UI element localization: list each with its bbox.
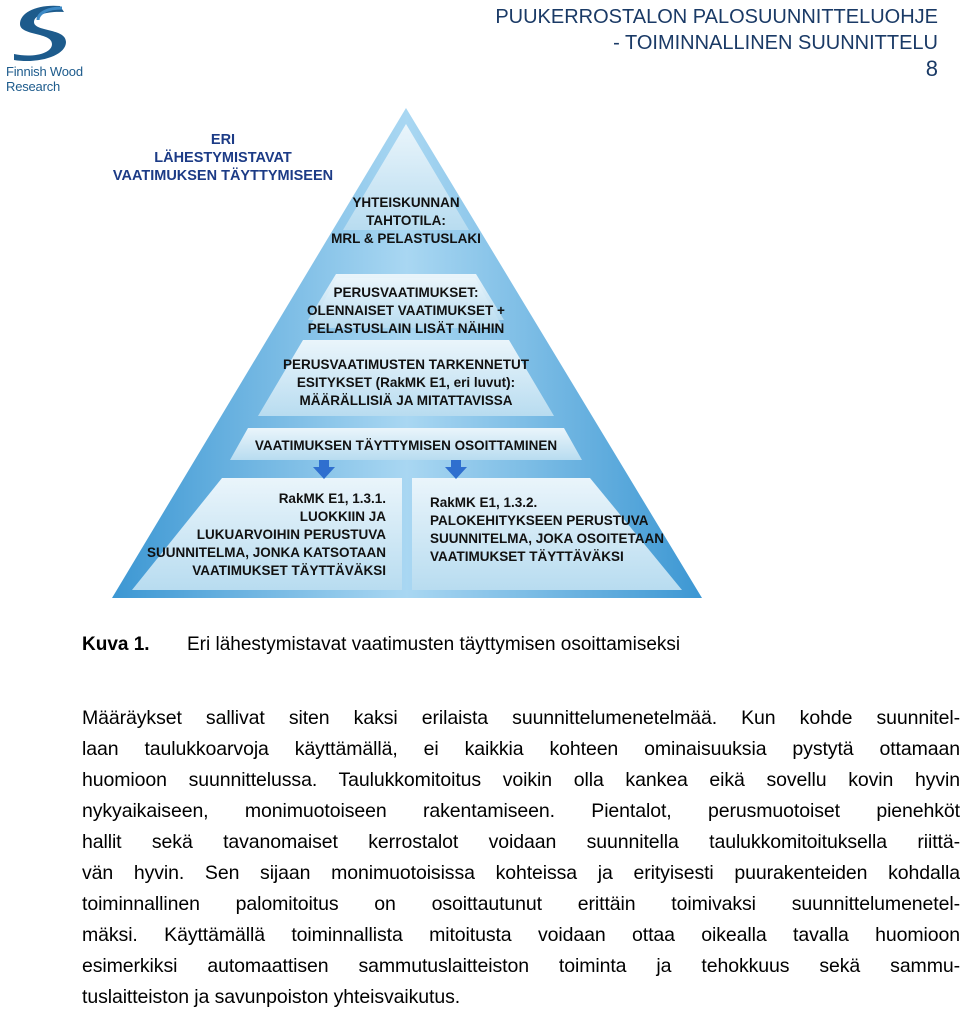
- bottom-left-line: VAATIMUKSET TÄYTTÄVÄKSI: [192, 563, 386, 578]
- level-3-line: MÄÄRÄLLISIÄ JA MITATTAVISSA: [299, 393, 513, 408]
- bottom-left-line: LUOKKIIN JA: [299, 509, 386, 524]
- paragraph-line: toiminnallinen palomitoitus on osoittautunut erittäin toimivaksi suunnittelumenetel-: [82, 893, 960, 915]
- bottom-right-line: RakMK E1, 1.3.2.: [430, 495, 538, 510]
- level-3-text: [276, 356, 536, 410]
- logo-text-line1: Finnish Wood: [6, 64, 83, 79]
- paragraph-line: Määräykset sallivat siten kaksi erilaista suunnittelumenetelmää. Kun kohde suunnitel-: [82, 707, 960, 729]
- paragraph-line: esimerkiksi automaattisen sammutuslaitteiston toiminta ja tehokkuus sekä sammu-: [82, 955, 960, 977]
- level-4-text: VAATIMUKSEN TÄYTTYMISEN OSOITTAMINEN: [254, 438, 558, 453]
- level-2-text: [296, 284, 516, 338]
- paragraph-line: vän hyvin. Sen sijaan monimuotoisissa kohteissa ja erityisesti puurakenteiden kohdalla: [82, 862, 960, 884]
- bottom-right-line: PALOKEHITYKSEEN PERUSTUVA: [430, 513, 649, 528]
- level-1-line: MRL & PELASTUSLAKI: [331, 231, 481, 246]
- level-2-line: PELASTUSLAIN LISÄT NÄIHIN: [307, 321, 505, 336]
- level-1-text: [306, 194, 506, 248]
- level-2-line: PERUSVAATIMUKSET:: [333, 285, 479, 300]
- bottom-left-text: [140, 490, 386, 580]
- header-subtitle: - TOIMINNALLINEN SUUNNITTELU: [613, 32, 938, 54]
- paragraph-line: nykyaikaiseen, monimuotoiseen rakentamiseen. Pientalot, perusmuotoiset pienehköt: [82, 800, 960, 822]
- bottom-right-line: VAATIMUKSET TÄYTTÄVÄKSI: [430, 549, 624, 564]
- caption-label: Kuva 1.: [82, 634, 150, 655]
- bottom-left-line: LUKUARVOIHIN PERUSTUVA: [196, 527, 386, 542]
- bottom-right-text: [430, 494, 680, 566]
- header-title: PUUKERROSTALON PALOSUUNNITTELUOHJE: [495, 6, 938, 28]
- figure-title-line: LÄHESTYMISTAVAT: [154, 150, 292, 166]
- level-3-line: ESITYKSET (RakMK E1, eri luvut):: [296, 375, 516, 390]
- logo-text-line2: Research: [6, 79, 61, 94]
- figure-caption: [82, 634, 680, 656]
- level-3-line: PERUSVAATIMUSTEN TARKENNETUT: [283, 357, 529, 372]
- bottom-left-line: RakMK E1, 1.3.1.: [278, 491, 386, 506]
- bottom-right-line: SUUNNITELMA, JOKA OSOITETAAN: [430, 531, 665, 546]
- level-1-line: YHTEISKUNNAN: [352, 195, 460, 210]
- figure-title-line: VAATIMUKSEN TÄYTTYMISEEN: [112, 168, 334, 184]
- bottom-left-line: SUUNNITELMA, JONKA KATSOTAAN: [147, 545, 386, 560]
- body-paragraph: [82, 703, 960, 1013]
- paragraph-line: hallit sekä tavanomaiset kerrostalot voidaan suunnitella taulukkomitoituksella riittä-: [82, 831, 960, 853]
- level-1-line: TAHTOTILA:: [366, 213, 446, 228]
- caption-text: Eri lähestymistavat vaatimusten täyttymisen osoittamiseksi: [187, 634, 681, 655]
- paragraph-line: huomioon suunnittelussa. Taulukkomitoitus voikin olla kankea eikä sovellu kovin hyvin: [82, 769, 960, 791]
- paragraph-line: mäksi. Käyttämällä toiminnallista mitoitusta voidaan ottaa oikealla tavalla huomioon: [82, 924, 960, 946]
- figure-title: [98, 131, 348, 185]
- paragraph-line: tuslaitteiston ja savunpoiston yhteisvaikutus.: [82, 986, 461, 1008]
- figure-title-line: ERI: [210, 132, 236, 148]
- paragraph-line: laan taulukkoarvoja käyttämällä, ei kaikkia kohteen ominaisuuksia pystytä ottamaan: [82, 738, 960, 760]
- page-number: 8: [925, 56, 938, 81]
- level-2-line: OLENNAISET VAATIMUKSET +: [307, 303, 505, 318]
